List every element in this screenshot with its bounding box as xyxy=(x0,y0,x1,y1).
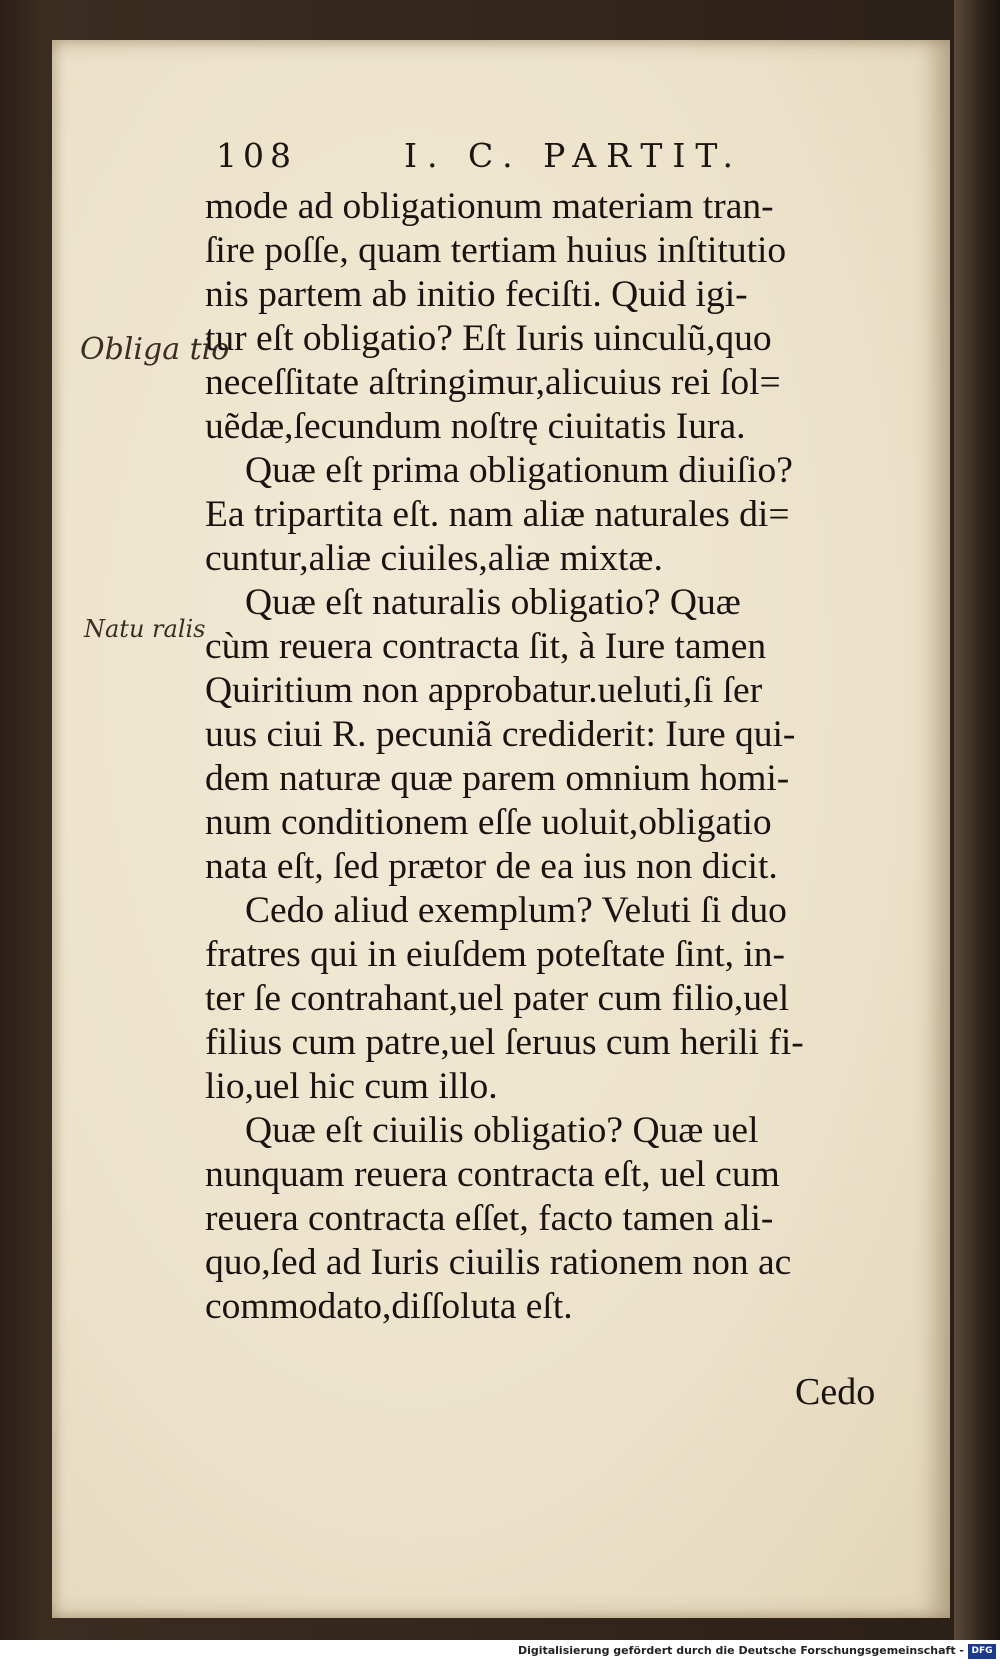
text-line: fratres qui in eiuſdem poteſtate ſint, in- xyxy=(205,934,786,975)
text-line: dem naturæ quæ parem omnium homi- xyxy=(205,758,790,799)
text-line: ter ſe contrahant,uel pater cum filio,uel xyxy=(205,978,790,1019)
margin-note-obligatio: Obliga tio xyxy=(80,332,230,367)
text-line: nis partem ab initio feciſti. Quid igi- xyxy=(205,274,748,315)
text-line: lio,uel hic cum illo. xyxy=(205,1066,498,1107)
text-line: num conditionem eſſe uoluit,obligatio xyxy=(205,802,772,843)
catchword: Cedo xyxy=(795,1371,876,1413)
running-header xyxy=(216,136,756,180)
dfg-logo: DFG xyxy=(968,1644,996,1659)
page-number: 108 xyxy=(216,136,297,175)
text-line: cùm reuera contracta ſit, à Iure tamen xyxy=(205,626,767,667)
book-spine xyxy=(954,0,1000,1640)
text-line: mode ad obligationum materiam tran- xyxy=(205,186,774,227)
text-line: Cedo aliud exemplum? Veluti ſi duo xyxy=(245,890,787,931)
margin-note-naturalis: Natu ralis xyxy=(84,615,206,643)
text-line: Quæ eſt prima obligationum diuiſio? xyxy=(245,450,793,491)
text-line: commodato,diſſoluta eſt. xyxy=(205,1286,573,1327)
text-line: nata eſt, ſed prætor de ea ius non dicit. xyxy=(205,846,778,887)
text-line: Quiritium non approbatur.ueluti,ſi ſer xyxy=(205,670,763,711)
text-line: Ea tripartita eſt. nam aliæ naturales di= xyxy=(205,494,790,535)
text-line: cuntur,aliæ ciuiles,aliæ mixtæ. xyxy=(205,538,663,579)
text-line: tur eſt obligatio? Eſt Iuris uinculũ,quo xyxy=(205,318,772,359)
running-title: I. C. PARTIT. xyxy=(404,136,744,175)
text-line: neceſſitate aſtringimur,alicuius rei ſol= xyxy=(205,362,781,403)
footer-bar xyxy=(0,1640,1000,1664)
text-line: Quæ eſt naturalis obligatio? Quæ xyxy=(245,582,741,623)
text-line: reuera contracta eſſet, facto tamen ali- xyxy=(205,1198,774,1239)
text-line: filius cum patre,uel ſeruus cum herili fi- xyxy=(205,1022,804,1063)
body-text xyxy=(205,185,905,1329)
text-line: quo,ſed ad Iuris ciuilis rationem non ac xyxy=(205,1242,792,1283)
funding-note: Digitalisierung gefördert durch die Deutsche Forschungsgemeinschaft - xyxy=(517,1644,964,1657)
text-line: Quæ eſt ciuilis obligatio? Quæ uel xyxy=(245,1110,759,1151)
text-line: ſire poſſe, quam tertiam huius inſtitutio xyxy=(205,230,787,271)
text-line: nunquam reuera contracta eſt, uel cum xyxy=(205,1154,780,1195)
text-line: uus ciui R. pecuniã crediderit: Iure qui- xyxy=(205,714,796,755)
text-line: uẽdæ,ſecundum noſtrę ciuitatis Iura. xyxy=(205,406,746,447)
